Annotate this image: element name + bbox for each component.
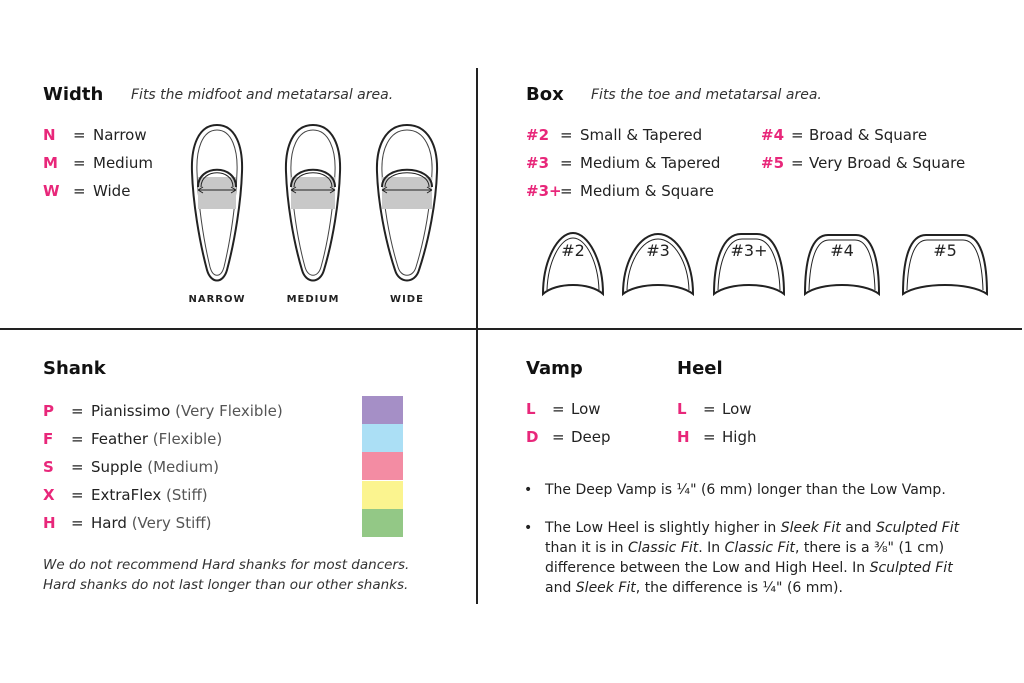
shank-label: Supple: [91, 458, 143, 476]
bullet-icon: •: [524, 520, 533, 536]
heel-item-low: [677, 400, 752, 418]
vamp-title: Vamp: [526, 358, 583, 379]
width-code: M: [43, 154, 58, 172]
text: . In: [698, 540, 725, 556]
shank-item-h: [43, 514, 211, 532]
narrow-shoe-icon: [186, 122, 248, 290]
shank-note-line: Hard shanks do not last longer than our other shanks.: [43, 577, 409, 593]
equals-sign: =: [791, 126, 804, 144]
vamp-label: Low: [571, 400, 601, 418]
wide-shoe-icon: [373, 122, 441, 290]
text: and: [545, 580, 576, 596]
box-item-3plus: [526, 182, 714, 200]
equals-sign: =: [71, 458, 84, 476]
vamp-code: D: [526, 428, 539, 446]
fit-name: Classic Fit: [724, 540, 795, 556]
width-item-medium: [43, 154, 153, 172]
equals-sign: =: [71, 430, 84, 448]
shank-code: F: [43, 430, 54, 448]
text: The Low Heel is slightly higher in: [545, 520, 781, 536]
shank-swatch-x: [362, 481, 403, 509]
heel-item-high: [677, 428, 756, 446]
shank-code: P: [43, 402, 54, 420]
shank-swatch-h: [362, 509, 403, 537]
shank-item-f: [43, 430, 222, 448]
box-subtitle: Fits the toe and metatarsal area.: [591, 87, 822, 103]
width-title: Width: [43, 84, 104, 105]
width-code: W: [43, 182, 60, 200]
box-shape-3: [620, 230, 696, 298]
box-code: #3: [526, 154, 550, 172]
shank-code: X: [43, 486, 55, 504]
heel-note-line: [545, 538, 1015, 558]
heel-note-line: [545, 578, 1015, 598]
heel-note-line: [545, 518, 1015, 538]
box-shape-4: [802, 230, 882, 298]
fit-name: Sleek Fit: [575, 580, 636, 596]
box-shape-label: #2: [561, 241, 585, 260]
heel-note: [545, 518, 1015, 598]
equals-sign: =: [73, 154, 86, 172]
fit-name: Sleek Fit: [780, 520, 841, 536]
equals-sign: =: [791, 154, 804, 172]
vamp-item-deep: [526, 428, 611, 446]
box-shape-5: [900, 230, 990, 298]
equals-sign: =: [560, 126, 573, 144]
equals-sign: =: [73, 126, 86, 144]
box-label: Very Broad & Square: [809, 154, 966, 172]
heel-title: Heel: [677, 358, 723, 379]
shank-label: Hard: [91, 514, 127, 532]
fit-name: Sculpted Fit: [876, 520, 960, 536]
width-subtitle: Fits the midfoot and metatarsal area.: [131, 87, 394, 103]
heel-note-line: [545, 558, 1015, 578]
text: and: [840, 520, 876, 536]
vamp-item-low: [526, 400, 601, 418]
shank-detail: (Flexible): [152, 430, 223, 448]
box-title: Box: [526, 84, 564, 105]
box-code: #3+: [526, 182, 562, 200]
box-item-2: [526, 126, 702, 144]
shank-item-x: [43, 486, 208, 504]
vamp-note: The Deep Vamp is ¼" (6 mm) longer than the Low Vamp.: [545, 482, 946, 498]
equals-sign: =: [703, 428, 716, 446]
equals-sign: =: [552, 428, 565, 446]
width-label: Narrow: [93, 126, 147, 144]
shoe-label-wide: WIDE: [390, 294, 424, 305]
width-item-wide: [43, 182, 130, 200]
box-code: #2: [526, 126, 550, 144]
box-label: Medium & Square: [580, 182, 715, 200]
shank-swatch-s: [362, 452, 403, 480]
heel-label: Low: [722, 400, 752, 418]
shank-title: Shank: [43, 358, 106, 379]
medium-shoe-icon: [281, 122, 345, 290]
shank-label: Pianissimo: [91, 402, 171, 420]
vamp-code: L: [526, 400, 536, 418]
heel-label: High: [722, 428, 757, 446]
width-code: N: [43, 126, 56, 144]
box-code: #5: [761, 154, 785, 172]
box-item-4: [761, 126, 927, 144]
equals-sign: =: [71, 514, 84, 532]
heel-code: H: [677, 428, 690, 446]
shank-code: S: [43, 458, 54, 476]
shank-label: ExtraFlex: [91, 486, 162, 504]
box-item-5: [761, 154, 965, 172]
equals-sign: =: [552, 400, 565, 418]
vertical-divider: [476, 68, 478, 604]
width-label: Medium: [93, 154, 153, 172]
shank-label: Feather: [91, 430, 149, 448]
text: difference between the Low and High Heel. In: [545, 560, 870, 576]
shank-detail: (Very Flexible): [175, 402, 283, 420]
shoe-label-narrow: NARROW: [188, 294, 246, 305]
text: , there is a ⅜" (1 cm): [794, 540, 945, 556]
horizontal-divider: [0, 328, 1022, 330]
box-label: Broad & Square: [809, 126, 928, 144]
shank-swatch-f: [362, 424, 403, 452]
box-shape-3plus: [711, 230, 787, 298]
vamp-label: Deep: [571, 428, 611, 446]
fit-name: Classic Fit: [627, 540, 699, 556]
bullet-icon: •: [524, 482, 533, 498]
shank-code: H: [43, 514, 56, 532]
text: than it is in: [545, 540, 628, 556]
shank-item-s: [43, 458, 219, 476]
box-shape-label: #4: [830, 241, 854, 260]
box-label: Small & Tapered: [580, 126, 703, 144]
shank-item-p: [43, 402, 283, 420]
box-code: #4: [761, 126, 785, 144]
box-shape-label: #3: [646, 241, 670, 260]
width-label: Wide: [93, 182, 131, 200]
shank-detail: (Very Stiff): [131, 514, 212, 532]
equals-sign: =: [560, 182, 573, 200]
equals-sign: =: [560, 154, 573, 172]
equals-sign: =: [703, 400, 716, 418]
width-item-narrow: [43, 126, 147, 144]
shank-detail: (Medium): [147, 458, 219, 476]
shoe-label-medium: MEDIUM: [286, 294, 340, 305]
box-shape-2: [540, 230, 606, 298]
equals-sign: =: [73, 182, 86, 200]
box-shape-label: #3+: [730, 241, 768, 260]
shank-swatch-p: [362, 396, 403, 424]
box-shape-label: #5: [933, 241, 957, 260]
shank-note: [43, 555, 409, 595]
equals-sign: =: [71, 486, 84, 504]
heel-code: L: [677, 400, 687, 418]
shank-note-line: We do not recommend Hard shanks for most dancers.: [43, 557, 410, 573]
fit-name: Sculpted Fit: [869, 560, 953, 576]
shank-detail: (Stiff): [166, 486, 208, 504]
box-label: Medium & Tapered: [580, 154, 721, 172]
box-item-3: [526, 154, 720, 172]
equals-sign: =: [71, 402, 84, 420]
text: , the difference is ¼" (6 mm).: [635, 580, 843, 596]
